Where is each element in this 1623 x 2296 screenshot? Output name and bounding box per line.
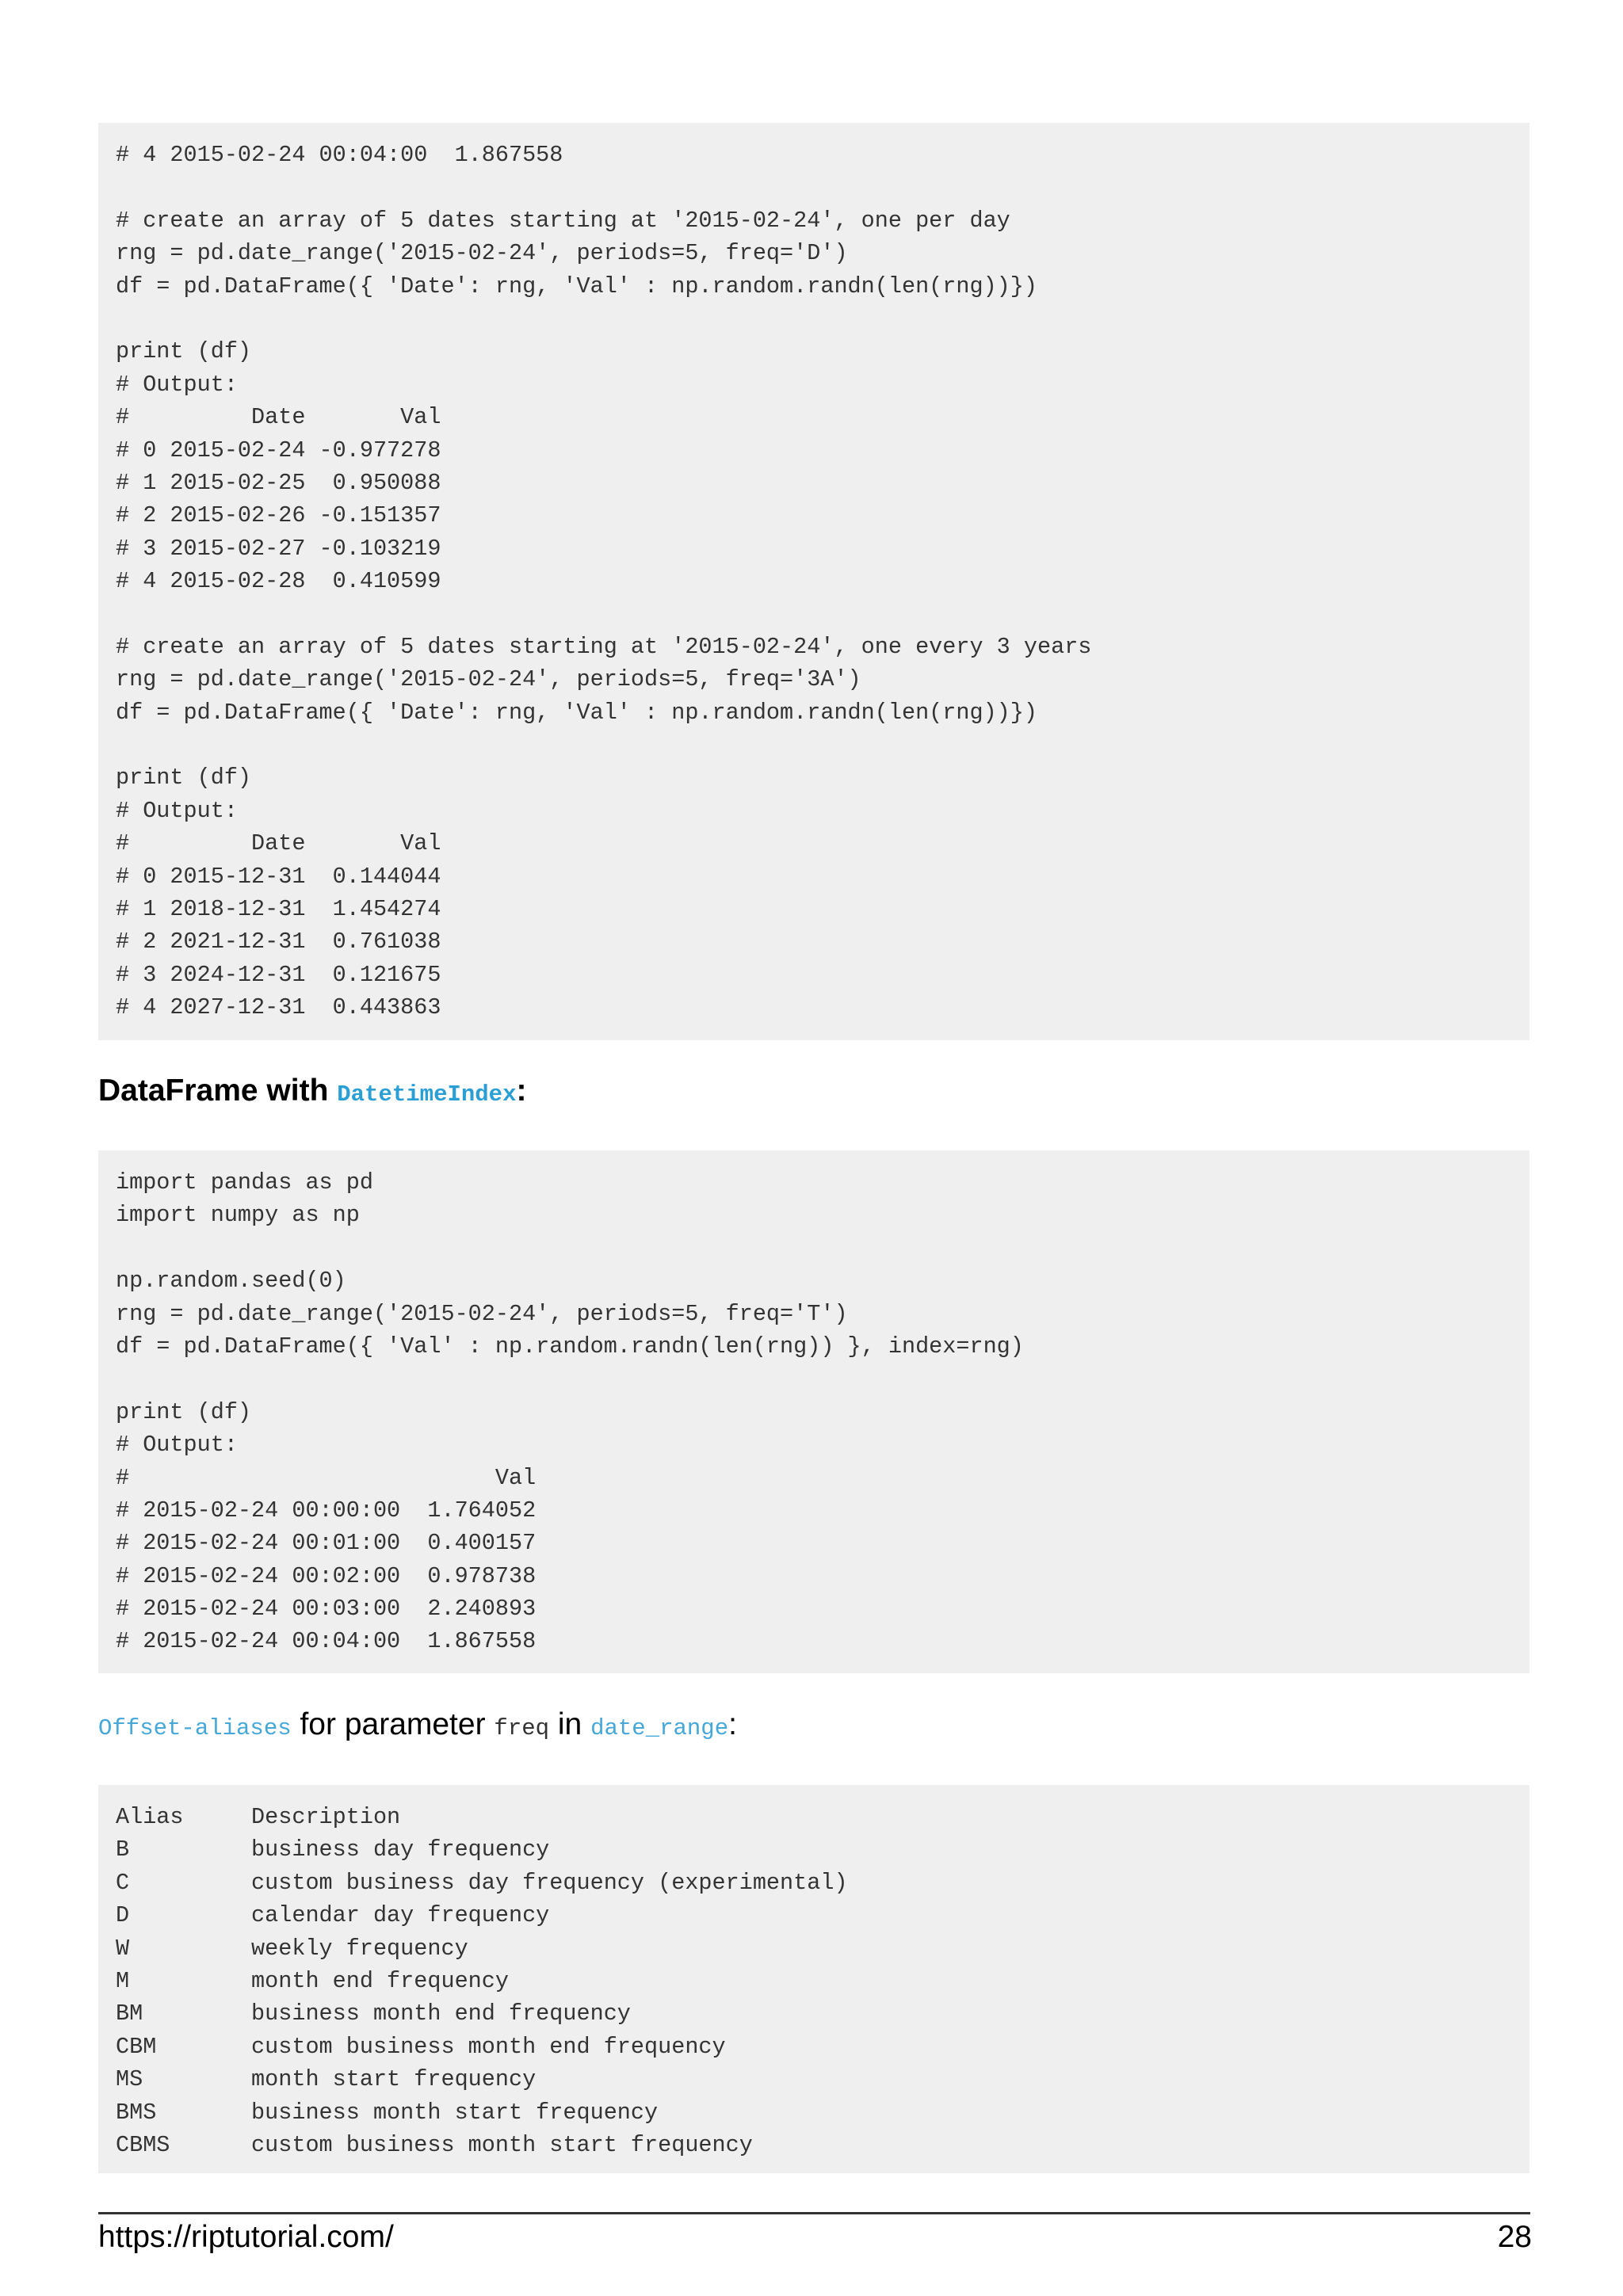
code-line: print (df) [116, 338, 252, 365]
code-line: # 2 2021-12-31 0.761038 [116, 929, 441, 955]
section-heading-offset-aliases [98, 1707, 737, 1742]
code-line: # create an array of 5 dates starting at '2015-02-24', one per day [116, 207, 1010, 234]
code-line: # 2015-02-24 00:02:00 0.978738 [116, 1562, 537, 1589]
code-line: df = pd.DataFrame({ 'Val' : np.random.randn(len(rng)) }, index=rng) [116, 1333, 1024, 1360]
code-line: C custom business day frequency (experimental) [116, 1869, 848, 1896]
code-line: df = pd.DataFrame({ 'Date': rng, 'Val' : np.random.randn(len(rng))}) [116, 273, 1037, 299]
date-range-link[interactable]: date_range [590, 1715, 729, 1741]
code-line: BM business month end frequency [116, 2000, 631, 2027]
code-line: rng = pd.date_range('2015-02-24', periods=5, freq='3A') [116, 666, 861, 693]
code-line: # Output: [116, 797, 238, 824]
code-block-date-range-examples [98, 123, 1529, 1040]
code-line: # 4 2015-02-28 0.410599 [116, 568, 441, 595]
code-line: W weekly frequency [116, 1935, 468, 1962]
code-line: CBM custom business month end frequency [116, 2033, 726, 2060]
code-line: # 1 2018-12-31 1.454274 [116, 895, 441, 922]
code-line: rng = pd.date_range('2015-02-24', periods=5, freq='D') [116, 240, 848, 267]
code-line [116, 171, 1512, 204]
code-line: # 2015-02-24 00:00:00 1.764052 [116, 1497, 537, 1524]
heading-text: DataFrame with [98, 1074, 338, 1108]
code-line: print (df) [116, 1398, 252, 1425]
page-number: 28 [1497, 2220, 1532, 2254]
code-line: # Date Val [116, 830, 441, 857]
code-line: # Output: [116, 1432, 238, 1459]
code-line: print (df) [116, 765, 252, 791]
code-line: B business day frequency [116, 1836, 550, 1863]
footer-url: https://riptutorial.com/ [98, 2220, 394, 2254]
code-line: # Date Val [116, 404, 441, 431]
code-line [116, 1363, 1512, 1395]
heading-suffix: : [516, 1074, 527, 1108]
code-line: # 3 2024-12-31 0.121675 [116, 961, 441, 988]
code-line: df = pd.DataFrame({ 'Date': rng, 'Val' : np.random.randn(len(rng))}) [116, 699, 1037, 726]
code-line: # 2015-02-24 00:04:00 1.867558 [116, 1628, 537, 1655]
code-line [116, 303, 1512, 335]
code-line: import numpy as np [116, 1202, 360, 1229]
heading-text: for parameter [291, 1707, 495, 1741]
code-line: # 2 2015-02-26 -0.151357 [116, 502, 441, 529]
code-line: # create an array of 5 dates starting at '2015-02-24', one every 3 years [116, 633, 1092, 660]
inline-code-freq: freq [494, 1715, 550, 1741]
offset-aliases-link[interactable]: Offset-aliases [98, 1715, 292, 1741]
code-line: D calendar day frequency [116, 1902, 550, 1929]
code-line: # 2015-02-24 00:03:00 2.240893 [116, 1596, 537, 1623]
code-line: # 0 2015-02-24 -0.977278 [116, 437, 441, 463]
code-line: np.random.seed(0) [116, 1268, 346, 1295]
code-line: rng = pd.date_range('2015-02-24', periods=5, freq='T') [116, 1300, 848, 1327]
code-line: # Output: [116, 371, 238, 398]
section-heading-datetimeindex [98, 1074, 527, 1108]
code-line: # 2015-02-24 00:01:00 0.400157 [116, 1530, 537, 1557]
code-line [116, 729, 1512, 761]
code-line: CBMS custom business month start frequency [116, 2131, 753, 2158]
code-line: import pandas as pd [116, 1169, 373, 1196]
footer-divider [98, 2212, 1530, 2214]
inline-code-datetimeindex: DatetimeIndex [337, 1081, 517, 1108]
code-block-datetimeindex-example [98, 1150, 1529, 1673]
code-line: M month end frequency [116, 1967, 509, 1994]
code-block-alias-table [98, 1785, 1529, 2173]
heading-suffix: : [728, 1707, 737, 1741]
code-line: BMS business month start frequency [116, 2099, 659, 2126]
code-line: MS month start frequency [116, 2066, 537, 2093]
code-line [116, 1232, 1512, 1264]
code-line: # 4 2027-12-31 0.443863 [116, 994, 441, 1021]
code-line: # 1 2015-02-25 0.950088 [116, 469, 441, 496]
code-line: # 0 2015-12-31 0.144044 [116, 863, 441, 890]
heading-text: in [549, 1707, 591, 1741]
code-line: # 4 2015-02-24 00:04:00 1.867558 [116, 142, 563, 168]
code-line: Alias Description [116, 1804, 401, 1830]
code-line: # Val [116, 1464, 537, 1491]
code-line: # 3 2015-02-27 -0.103219 [116, 535, 441, 562]
code-line [116, 597, 1512, 630]
